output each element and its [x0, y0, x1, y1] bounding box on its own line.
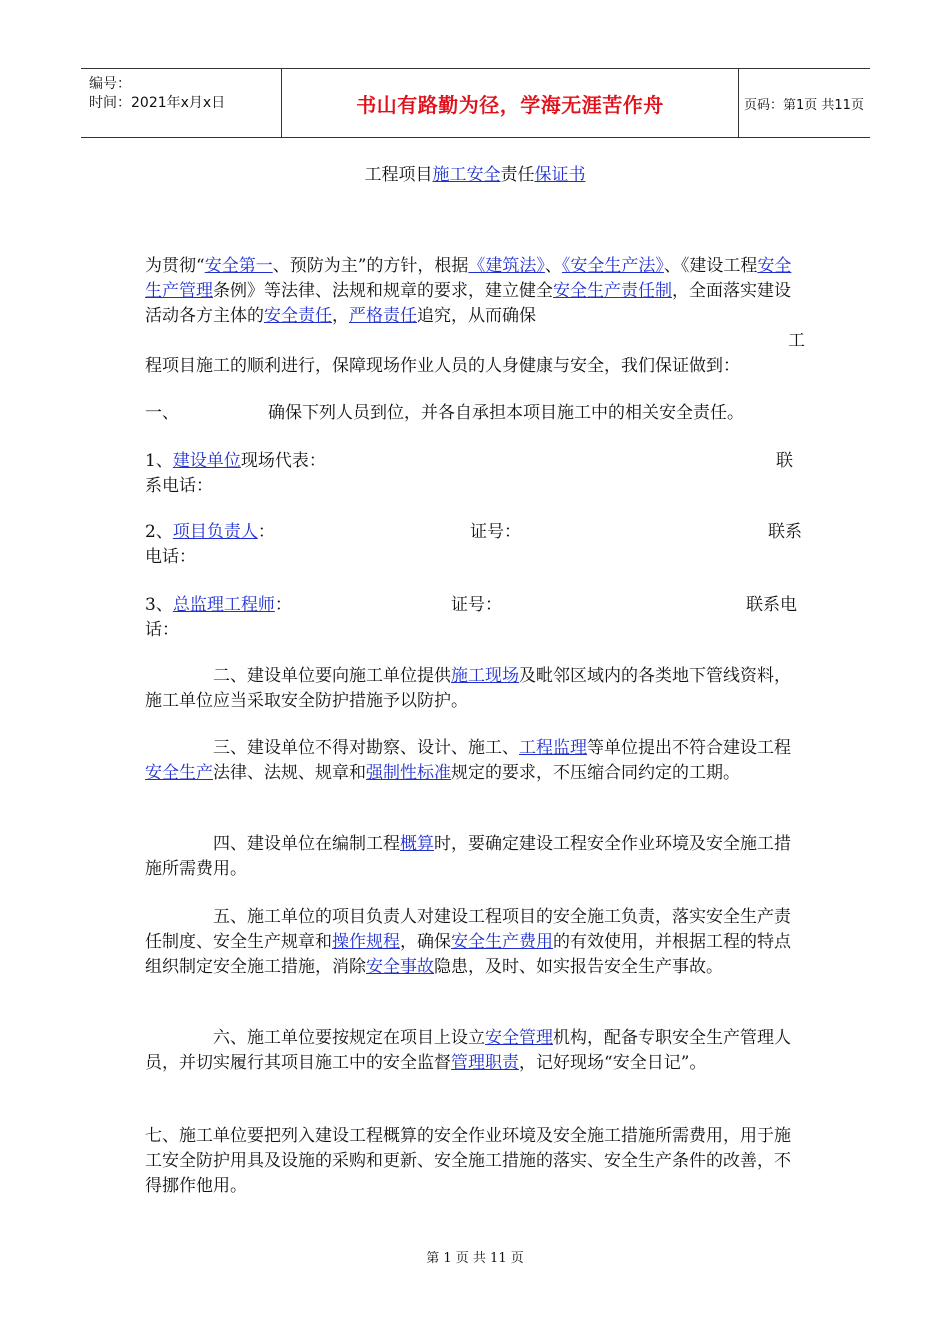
- item3-text-2: 等单位提出不符合建设工程: [587, 738, 791, 758]
- intro-text-7: ，: [332, 306, 349, 326]
- rep1-number: 1、: [145, 451, 173, 471]
- intro-text-9: 工: [788, 331, 805, 351]
- item5-paragraph: [145, 905, 805, 980]
- link-project-leader[interactable]: 项目负责人: [172, 522, 258, 542]
- item6-paragraph: [145, 1026, 805, 1076]
- link-safety-production-law[interactable]: 《安全生产法》: [561, 256, 664, 276]
- document-title: [0, 160, 950, 185]
- link-management-duties[interactable]: 管理职责: [451, 1053, 519, 1073]
- rep1-line: [145, 449, 326, 474]
- motto-text: 书山有路勤为径，学海无涯苦作舟: [356, 92, 664, 117]
- item1-text: 确保下列人员到位，并各自承担本项目施工中的相关安全责任。: [268, 403, 744, 423]
- intro-text-10: 程项目施工的顺利进行，保障现场作业人员的人身健康与安全，我们保证做到：: [145, 356, 740, 376]
- link-safety-accident[interactable]: 安全事故: [366, 957, 434, 977]
- item6-text-1: 六、施工单位要按规定在项目上设立: [213, 1028, 485, 1048]
- intro-text-8: 追究，从而确保: [417, 306, 536, 326]
- item4-text-1: 四、建设单位在编制工程: [213, 834, 400, 854]
- title-mid: 责任: [500, 165, 535, 185]
- rep1-phone-cont: 系电话：: [145, 476, 213, 496]
- item2-paragraph: [145, 664, 805, 714]
- item1-number: 一、: [145, 403, 179, 423]
- link-safety-responsibility-system[interactable]: 安全生产责任制: [553, 281, 672, 301]
- item5-text-2: ，确保: [400, 932, 451, 952]
- intro-paragraph: [145, 254, 800, 329]
- item6-text-2: 机构，配备专职安全生产管理人员，并切实履行其项目施工中的安全监督: [145, 1028, 791, 1073]
- item7-paragraph: 七、施工单位要把列入建设工程概算的安全作业环境及安全施工措施所需费用，用于施工安全防护用具及设施的采购和更新、安全施工措施的落实、安全生产条件的改善，不得挪作他用。: [145, 1126, 791, 1196]
- link-safety-first[interactable]: 安全第一: [204, 256, 273, 276]
- link-operating-procedures[interactable]: 操作规程: [332, 932, 400, 952]
- link-safety-production-cost[interactable]: 安全生产费用: [451, 932, 553, 952]
- rep1-label: 现场代表：: [240, 451, 326, 471]
- intro-text-6: ，全面落实建设活动各方主体的: [145, 281, 791, 326]
- rep3-number: 3、: [145, 595, 173, 615]
- item3-paragraph: [145, 736, 805, 786]
- rep2-number: 2、: [145, 522, 173, 542]
- item4-text-2: 时，要确定建设工程安全作业环境及安全施工措施所需费用。: [145, 834, 791, 879]
- header-motto-cell: [281, 69, 739, 137]
- link-project-supervision[interactable]: 工程监理: [519, 738, 587, 758]
- rep2-label: ：: [257, 522, 275, 542]
- rep3-phone-label: 联系电: [746, 595, 797, 615]
- link-construction-law[interactable]: 《建筑法》: [468, 256, 545, 276]
- link-strict-responsibility[interactable]: 严格责任: [349, 306, 417, 326]
- intro-text-2: 、预防为主”的方针，根据: [272, 256, 469, 276]
- intro-text-3: 、: [544, 256, 562, 276]
- link-construction-site[interactable]: 施工现场: [451, 666, 519, 686]
- link-safety-production[interactable]: 安全生产: [145, 763, 213, 783]
- header-info-cell: [81, 69, 281, 137]
- link-safety-management[interactable]: 安全管理: [485, 1028, 553, 1048]
- item4-paragraph: [145, 832, 805, 882]
- item6-text-3: ，记好现场“安全日记”。: [519, 1053, 707, 1073]
- page-code: 页码：第1页 共11页: [744, 97, 864, 113]
- rep2-phone-label: 联系: [768, 522, 802, 542]
- rep3-label: ：: [274, 595, 292, 615]
- rep1-phone-label: 联: [776, 451, 793, 471]
- page-footer: 第 1 页 共 11 页: [426, 1251, 524, 1266]
- item5-text-1: 五、施工单位的项目负责人对建设工程项目的安全施工负责，落实安全生产责任制度、安全生产规章和: [145, 907, 791, 952]
- intro-text-5: 条例》等法律、法规和规章的要求，建立健全: [213, 281, 553, 301]
- item5-text-4: 隐患，及时、如实报告安全生产事故。: [434, 957, 723, 977]
- link-mandatory-standard[interactable]: 强制性标准: [366, 763, 451, 783]
- link-chief-supervising-engineer[interactable]: 总监理工程师: [172, 595, 275, 615]
- link-safety-responsibility[interactable]: 安全责任: [264, 306, 332, 326]
- rep2-phone-cont: 电话：: [145, 547, 196, 567]
- rep3-line: [145, 593, 292, 618]
- rep2-line: [145, 520, 275, 545]
- rep3-phone-cont: 话：: [145, 620, 179, 640]
- rep3-cert-label: 证号：: [451, 595, 502, 615]
- item3-text-4: 规定的要求，不压缩合同约定的工期。: [451, 763, 740, 783]
- title-link-construction-safety[interactable]: 施工安全: [432, 165, 501, 185]
- page-header: [81, 68, 870, 138]
- link-safety-production-management[interactable]: 安全生产管理: [145, 256, 792, 301]
- item2-text-1: 二、建设单位要向施工单位提供: [213, 666, 451, 686]
- title-link-guarantee[interactable]: 保证书: [534, 165, 586, 185]
- item5-text-3: 的有效使用，并根据工程的特点组织制定安全施工措施，消除: [145, 932, 791, 977]
- intro-text-1: 为贯彻“: [145, 256, 205, 276]
- intro-text-4: 、《建设工程: [663, 256, 758, 276]
- rep2-cert-label: 证号：: [470, 522, 521, 542]
- item2-text-2: 及毗邻区域内的各类地下管线资料，施工单位应当采取安全防护措施予以防护。: [145, 666, 791, 711]
- link-budget-estimate[interactable]: 概算: [400, 834, 434, 854]
- link-construction-unit[interactable]: 建设单位: [172, 451, 241, 471]
- item3-text-3: 法律、法规、规章和: [213, 763, 366, 783]
- title-pre: 工程项目: [364, 165, 433, 185]
- number-label: 编号：: [89, 76, 131, 92]
- time-label: 时间：2021年x月x日: [89, 95, 226, 111]
- item3-text-1: 三、建设单位不得对勘察、设计、施工、: [213, 738, 519, 758]
